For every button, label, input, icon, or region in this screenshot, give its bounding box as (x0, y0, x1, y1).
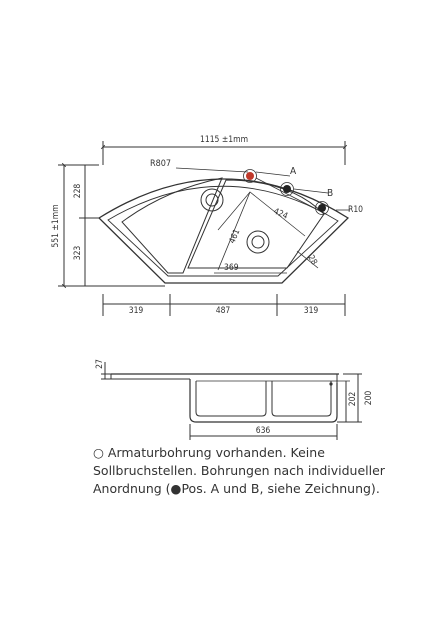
right-bowl (188, 180, 324, 268)
radius-leader (176, 168, 248, 172)
note-line-2: Sollbruchstellen. Bohrungen nach individueller (93, 463, 385, 478)
depth-upper-label: 228 (73, 183, 83, 199)
note-line-3b-text: Pos. A und B, siehe Zeichnung). (181, 481, 380, 496)
left-drain-inner (206, 194, 218, 206)
dim-636-label: 636 (255, 426, 271, 436)
dim-424-label: 424 (271, 206, 290, 222)
dim-27-label: 27 (95, 359, 105, 369)
right-drain-inner (252, 236, 264, 248)
dim-461-label: 461 (227, 227, 243, 246)
position-b-label: B (327, 188, 334, 199)
depth-lower-label: 323 (73, 245, 83, 261)
bottom-left-label: 319 (128, 306, 144, 316)
section-point (329, 382, 332, 385)
note-line-3 (93, 480, 413, 498)
radius-r807-label: R807 (150, 159, 172, 169)
leader-b (294, 189, 328, 193)
hole-a (283, 185, 291, 193)
top-view (58, 141, 350, 316)
overall-width-label: 1115 ±1mm (199, 135, 249, 145)
section-bowl-right-inner (272, 381, 331, 416)
bottom-right-label: 319 (303, 306, 319, 316)
hole-red (246, 172, 254, 180)
dim-369-label: 369 (224, 263, 239, 273)
note-line-1 (93, 444, 413, 462)
position-a-label: A (290, 166, 297, 177)
filled-circle-icon: ● (170, 481, 182, 496)
dim-202-label: 202 (348, 391, 358, 407)
open-circle-icon: ○ (93, 445, 104, 460)
installation-note (93, 444, 413, 498)
dim-28-label: 28 (305, 253, 319, 267)
radius-r10-label: R10 (348, 205, 364, 215)
hole-b (318, 204, 326, 212)
right-drain-outer (247, 231, 269, 253)
left-drain-outer (201, 189, 223, 211)
section-bowl-left-inner (196, 381, 266, 416)
depth-total-label: 551 ±1mm (51, 204, 61, 248)
note-line-1-text: Armaturbohrung vorhanden. Keine (107, 445, 325, 460)
leader-a (256, 172, 290, 176)
note-line-3-text: Anordnung ( (93, 481, 171, 496)
dim-200-label: 200 (364, 390, 374, 406)
section-view (101, 362, 362, 440)
left-bowl (122, 178, 222, 273)
bottom-mid-label: 487 (215, 306, 231, 316)
